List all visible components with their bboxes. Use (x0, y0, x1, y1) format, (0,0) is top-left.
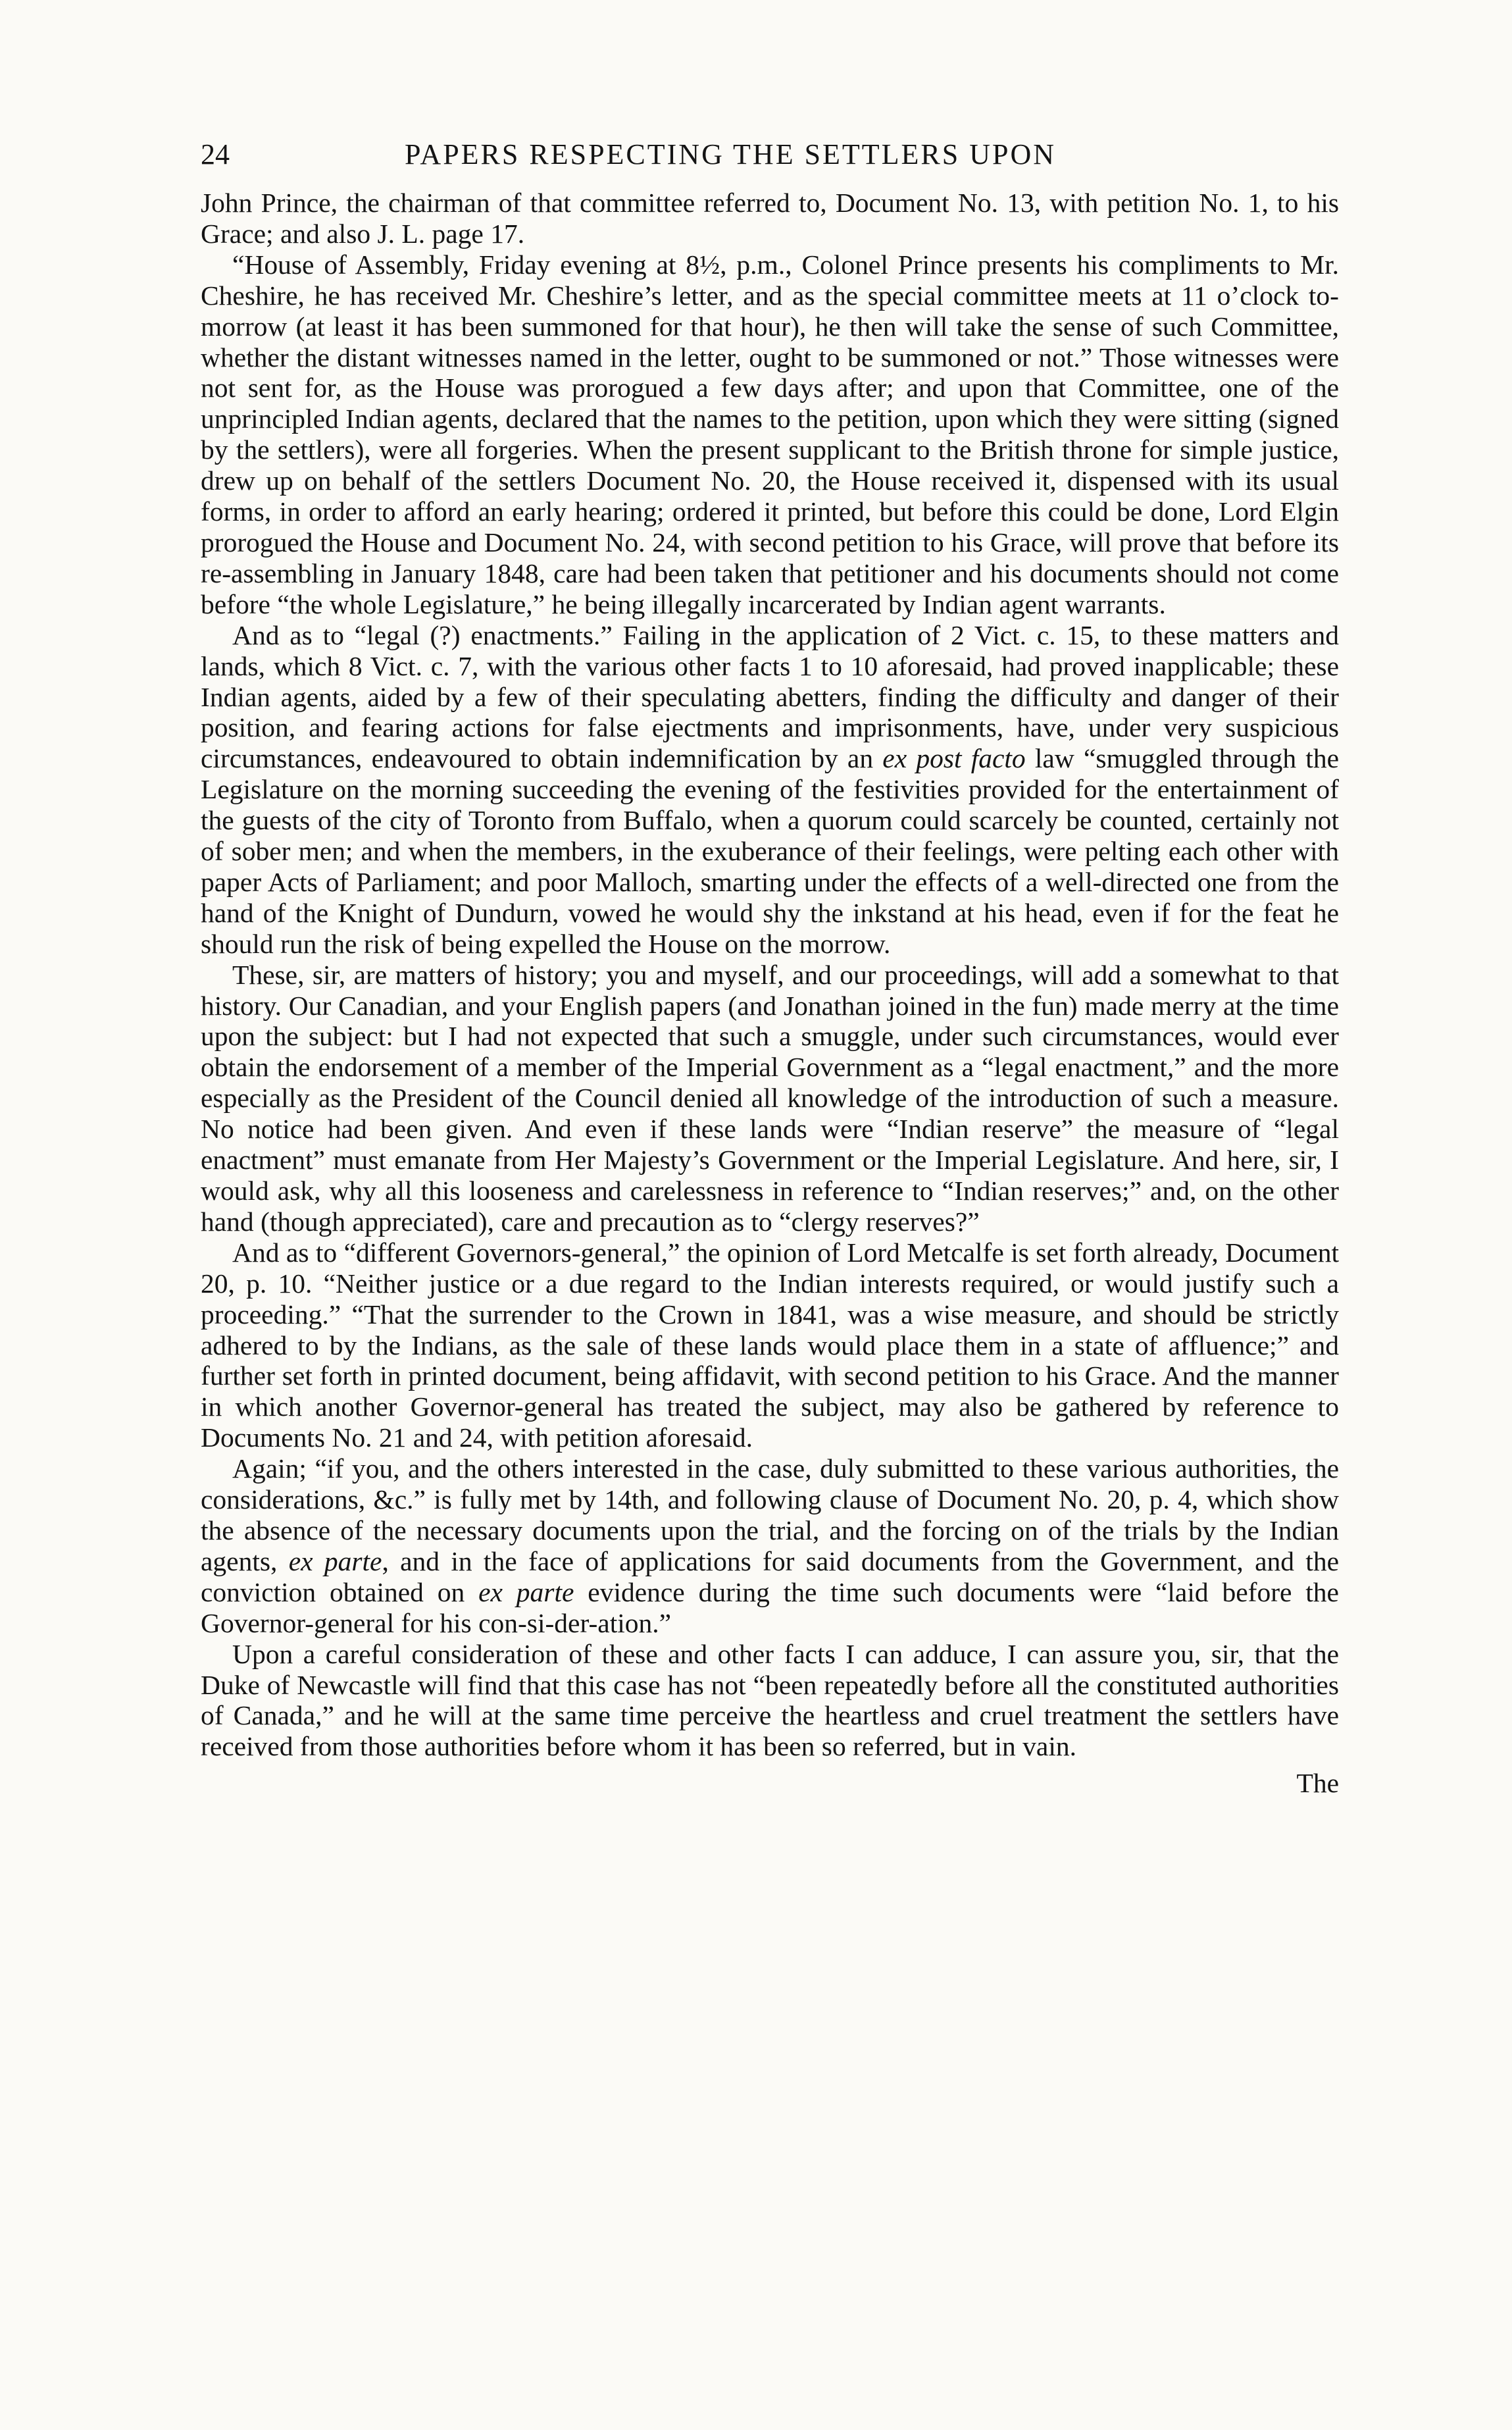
running-head (201, 128, 1339, 188)
paragraph (201, 1453, 1339, 1638)
paragraph-text: , and in the face of applications for said documents from the Government, and the conviction obtained on (201, 1545, 1339, 1607)
page-number: 24 (201, 138, 230, 170)
paragraph-text: John Prince, the chairman of that committee referred to, Document No. 13, with petition No. 1, to his Grace; and also J. L. page 17. (201, 188, 1339, 249)
paragraph (201, 1237, 1339, 1453)
paragraph (201, 249, 1339, 620)
paragraph (201, 620, 1339, 960)
body-text (201, 188, 1339, 1762)
italic-text: ex parte (288, 1545, 382, 1576)
paragraph-text: evidence during the time such documents were “laid before the Governor-general for his con-si-der-ation.” (201, 1576, 1339, 1638)
paragraph-text: law “smuggled through the Legislature on the morning succeeding the evening of the festivities provided for the entertainment of the guests of the city of Toronto from Buffalo, when a quorum could scarcely be counted, certainly not of sober men; and when the members, in the exuberance of their feelings, were pelting each other with paper Acts of Parliament; and poor Malloch, smarting under the effects of a well-directed one from the hand of the Knight of Dundurn, vowed he would shy the inkstand at his head, even if for the feat he should run the risk of being expelled the House on the morrow. (201, 743, 1340, 959)
paragraph (201, 960, 1339, 1237)
paragraph-text: Upon a careful consideration of these and other facts I can adduce, I can assure you, sir, that the Duke of Newcastle will find that this case has not “been repeatedly before all the constituted authorities of Canada,” and he will at the same time perceive the heartless and cruel treatment the settlers have received from those authorities before whom it has been so referred, but in vain. (201, 1638, 1339, 1762)
catchword: The (1296, 1768, 1339, 1799)
italic-text: ex parte (478, 1576, 574, 1607)
paragraph-text: And as to “legal (?) enactments.” Failing in the application of 2 Vict. c. 15, to these matters and lands, which 8 Vict. c. 7, with the various other facts 1 to 10 aforesaid, had proved inapplicable; these Indian agents, aided by a few of their speculating abetters, finding the difficulty and danger of their position, and fearing actions for false ejectments and imprisonments, have, under very suspicious circumstances, endeavoured to obtain indemnification by an (201, 619, 1339, 774)
paragraph-text: Again; “if you, and the others interested in the case, duly submitted to these various authorities, the considerations, &c.” is fully met by 14th, and following clause of Document No. 20, p. 4, which show the absence of the necessary documents upon the trial, and the forcing on of the trials by the Indian agents, (201, 1453, 1339, 1576)
paragraph-text: And as to “different Governors-general,” the opinion of Lord Metcalfe is set forth already, Document 20, p. 10. “Neither justice or a due regard to the Indian interests required, or would justify such a proceeding.” “That the surrender to the Crown in 1841, was a wise measure, and should be strictly adhered to by the Indians, as the sale of these lands would place them in a state of affluence;” and further set forth in printed document, being affidavit, with second petition to his Grace. And the manner in which another Governor-general has treated the subject, may also be gathered by reference to Documents No. 21 and 24, with petition aforesaid. (201, 1237, 1339, 1453)
italic-text: ex post facto (882, 743, 1026, 774)
page (201, 128, 1339, 1799)
paragraph-text: These, sir, are matters of history; you and myself, and our proceedings, will add a somewhat to that history. Our Canadian, and your English papers (and Jonathan joined in the fun) made merry at the time upon the subject: but I had not expected that such a smuggle, under such circumstances, would ever obtain the endorsement of a member of the Imperial Government as a “legal enactment,” and the more especially as the President of the Council denied all knowledge of the introduction of such a measure. No notice had been given. And even if these lands were “Indian reserve” the measure of “legal enactment” must emanate from Her Majesty’s Government or the Imperial Legislature. And here, sir, I would ask, why all this looseness and carelessness in reference to “Indian reserves;” and, on the other hand (though appreciated), care and precaution as to “clergy reserves?” (201, 959, 1339, 1237)
paragraph (201, 1639, 1339, 1763)
paragraph-text: “House of Assembly, Friday evening at 8½, p.m., Colonel Prince presents his compliments to Mr. Cheshire, he has received Mr. Cheshire’s letter, and as the special committee meets at 11 o’clock to-morrow (at least it has been summoned for that hour), he then will take the sense of such Committee, whether the distant witnesses named in the letter, ought to be summoned or not.” Those witnesses were not sent for, as the House was prorogued a few days after; and upon that Committee, one of the unprincipled Indian agents, declared that the names to the petition, upon which they were sitting (signed by the settlers), were all forgeries. When the present supplicant to the British throne for simple justice, drew up on behalf of the settlers Document No. 20, the House received it, dispensed with its usual forms, in order to afford an early hearing; ordered it printed, but before this could be done, Lord Elgin prorogued the House and Document No. 24, with second petition to his Grace, will prove that before its re-assembling in January 1848, care had been taken that petitioner and his documents should not come before “the whole Legislature,” he being illegally incarcerated by Indian agent warrants. (201, 249, 1339, 619)
paragraph (201, 188, 1339, 249)
running-title: PAPERS RESPECTING THE SETTLERS UPON (405, 138, 1057, 170)
